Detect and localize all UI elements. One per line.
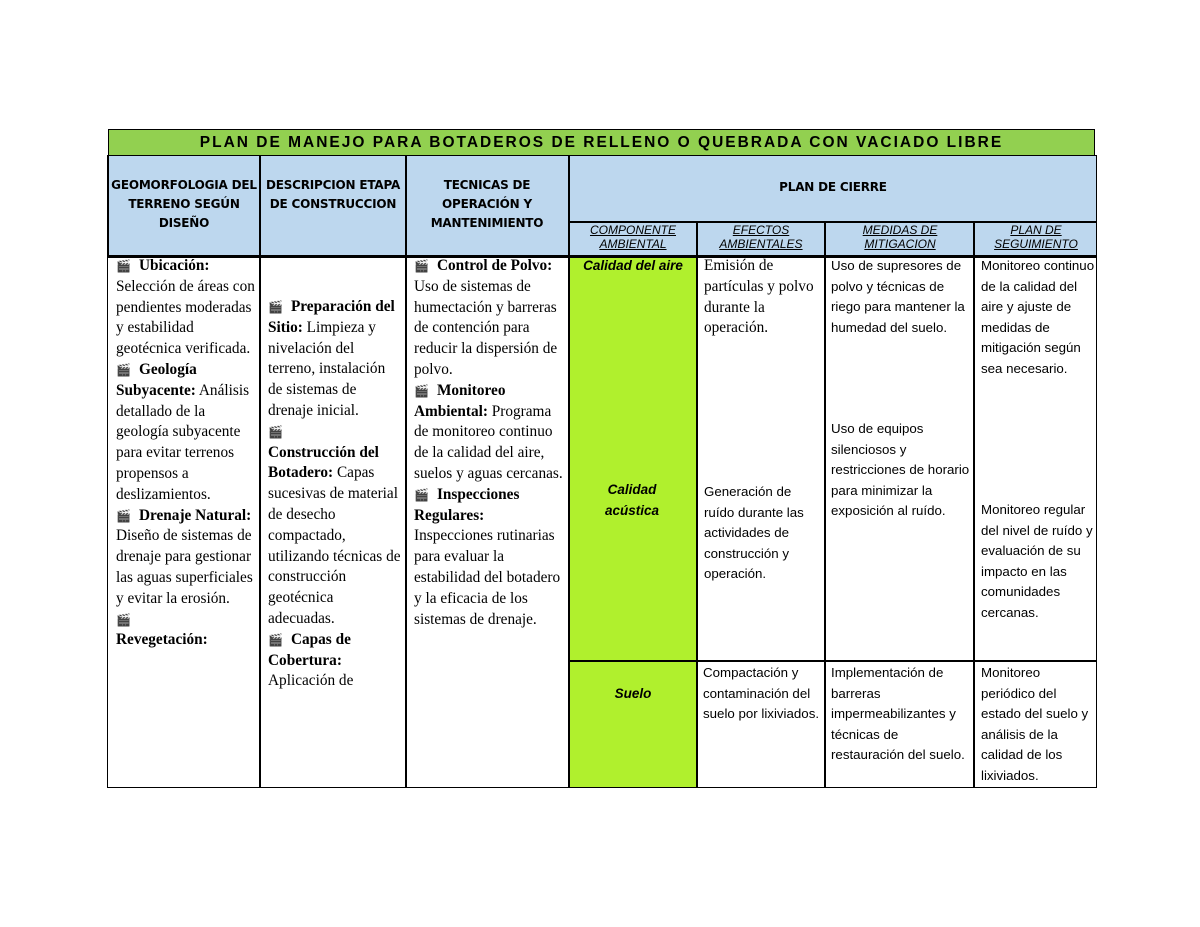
col-geomorfologia	[116, 256, 256, 651]
col-descripcion	[268, 297, 403, 692]
subheader-seguimiento: PLAN DE SEGUIMIENTO	[994, 223, 1078, 251]
clapper-icon: 🎬	[116, 508, 131, 523]
clapper-icon: 🎬	[414, 259, 429, 273]
clapper-icon: 🎬	[116, 362, 131, 377]
list-item: 🎬 Preparación del Sitio: Limpieza y nivelación del terreno, instalación de sistemas de drenaje inicial.	[268, 298, 395, 419]
col-tecnicas	[414, 256, 564, 630]
componente-calidad-acustica: Calidad acústica	[604, 482, 660, 518]
clapper-icon: 🎬	[116, 612, 131, 627]
header-descripcion: DESCRIPCION ETAPA DE CONSTRUCCION	[265, 178, 401, 211]
header-tecnicas: TECNICAS DE OPERACIÓN Y MANTENIMIENTO	[430, 178, 544, 230]
clapper-icon: 🎬	[116, 259, 131, 273]
clapper-icon: 🎬	[414, 487, 429, 502]
list-item: 🎬 Capas de Cobertura: Aplicación de	[268, 630, 354, 690]
list-item: 🎬 Inspecciones Regulares: Inspecciones rutinarias para evaluar la estabilidad del botadero y la eficacia de los sistemas de drenaje.	[414, 485, 561, 628]
clapper-icon: 🎬	[268, 300, 283, 314]
list-item: 🎬 Ubicación: Selección de áreas con pendientes moderadas y estabilidad geotécnica verificada.	[116, 257, 255, 358]
medida-suelo: Implementación de barreras impermeabilizantes y técnicas de restauración del suelo.	[831, 665, 965, 762]
list-item: 🎬 Monitoreo Ambiental: Programa de monitoreo continuo de la calidad del aire, suelos y aguas cercanas.	[414, 381, 563, 482]
list-item: 🎬 Revegetación:	[116, 612, 208, 649]
header-plan-de-cierre: PLAN DE CIERRE	[779, 180, 887, 194]
medida-aire: Uso de supresores de polvo y técnicas de riego para mantener la humedad del suelo.	[831, 258, 965, 335]
list-item: 🎬 Control de Polvo: Uso de sistemas de humectación y barreras de contención para reducir la dispersión de polvo.	[414, 257, 558, 378]
efecto-suelo: Compactación y contaminación del suelo por lixiviados.	[703, 665, 820, 721]
seguimiento-acustica: Monitoreo regular del nivel de ruído y evaluación de su impacto en las comunidades cercanas.	[981, 502, 1093, 620]
list-item: 🎬 Drenaje Natural: Diseño de sistemas de drenaje para gestionar las aguas superficiales y evitar la erosión.	[116, 506, 253, 607]
list-item: 🎬 Geología Subyacente: Análisis detallado de la geología subyacente para evitar terrenos propensos a deslizamientos.	[116, 360, 250, 503]
subheader-medidas: MEDIDAS DE MITIGACION	[862, 223, 938, 251]
componente-suelo: Suelo	[614, 686, 652, 701]
subheader-efectos: EFECTOS AMBIENTALES	[719, 223, 803, 251]
subheader-componente: COMPONENTE AMBIENTAL	[589, 223, 676, 251]
efecto-acustica: Generación de ruído durante las actividades de construcción y operación.	[704, 484, 804, 581]
clapper-icon: 🎬	[268, 632, 283, 647]
clapper-icon: 🎬	[414, 383, 429, 398]
seguimiento-aire: Monitoreo continuo de la calidad del aire y ajuste de medidas de mitigación según sea necesario.	[981, 258, 1095, 376]
componente-calidad-aire: Calidad del aire	[583, 258, 683, 273]
table-title: PLAN DE MANEJO PARA BOTADEROS DE RELLENO O QUEBRADA CON VACIADO LIBRE	[108, 129, 1095, 156]
efecto-aire: Emisión de partículas y polvo durante la operación.	[704, 257, 814, 337]
header-geomorfologia: GEOMORFOLOGIA DEL TERRENO SEGÚN DISEÑO	[111, 178, 257, 230]
list-item: 🎬 Construcción del Botadero: Capas sucesivas de material de desecho compactado, utilizando técnicas de construcción geotécnica adecuadas.	[268, 424, 401, 627]
seguimiento-suelo: Monitoreo periódico del estado del suelo y análisis de la calidad de los lixiviados.	[981, 665, 1089, 783]
clapper-icon: 🎬	[268, 424, 283, 439]
medida-acustica: Uso de equipos silenciosos y restricciones de horario para minimizar la exposición al ruído.	[831, 421, 970, 518]
